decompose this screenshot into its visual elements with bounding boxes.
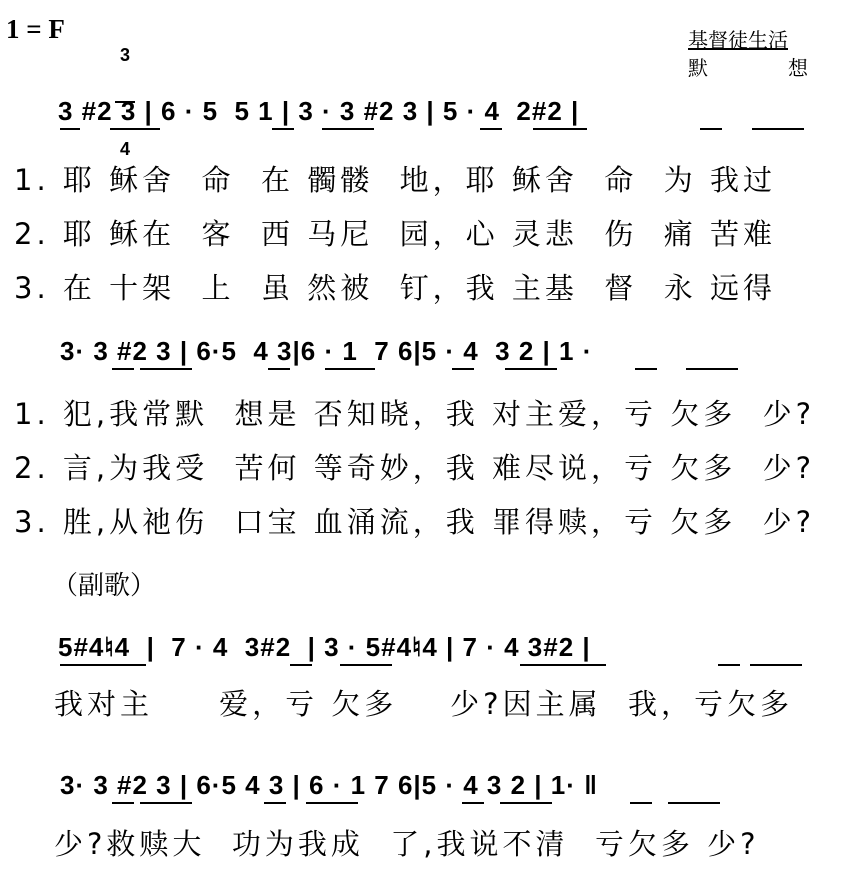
underline [290,664,312,666]
system4-notation: 3· 3 #2 3 | 6·5 4 3 | 6 · 1 7 6|5 · 4 3 2 | 1· ‖ [60,770,599,800]
time-signature [114,10,136,176]
time-signature-bottom: 4 [119,139,130,159]
underline [750,664,802,666]
key-signature: 1 = F [6,14,65,44]
chorus-heading: （副歌） [52,571,157,601]
underline [340,664,392,666]
underline [452,368,474,370]
system3-lyrics: 我对主 爱，亏 欠多 少?因主属 我，亏欠多 [54,687,794,721]
system2-verse-1: 1. 犯,我常默 想是 否知晓，我 对主爱，亏 欠多 少? [14,397,816,431]
underline [306,802,358,804]
system1-verse-2: 2. 耶 稣在 客 西 马尼 园，心 灵悲 伤 痛 苦难 [14,217,776,251]
source-credit: 基督徒生活 [688,28,788,52]
underline [533,128,587,130]
underline [264,802,286,804]
underline [110,128,160,130]
underline [60,664,146,666]
underline [272,128,294,130]
underline [630,802,652,804]
underline [635,368,657,370]
underline [668,802,720,804]
underline [325,368,375,370]
underline [505,368,557,370]
system1-notation: 3 #2 3 | 6 · 5 5 1 | 3 · 3 #2 3 | 5 · 4 2#2 | [58,96,580,126]
underline [60,128,80,130]
underline [480,128,502,130]
author-credit [688,52,808,81]
underline [140,368,192,370]
author-char-2: 想 [788,56,808,80]
system4-lyrics: 少?救赎大 功为我成 了,我说不清 亏欠多 少? [54,827,760,861]
underline [500,802,552,804]
underline [140,802,192,804]
system2-notation: 3· 3 #2 3 | 6·5 4 3|6 · 1 7 6|5 · 4 3 2 | 1 · [60,336,593,366]
time-signature-top: 3 [119,45,130,65]
system1-verse-3: 3. 在 十架 上 虽 然被 钉，我 主基 督 永 远得 [14,271,776,305]
system2-verse-2: 2. 言,为我受 苦何 等奇妙，我 难尽说，亏 欠多 少? [14,451,816,485]
system3-notation: 5#4♮4 | 7 · 4 3#2 | 3 · 5#4♮4 | 7 · 4 3#2 | [58,632,591,662]
underline [752,128,804,130]
underline [268,368,290,370]
underline [718,664,740,666]
underline [322,128,374,130]
underline [686,368,738,370]
author-char-1: 默 [688,56,708,80]
underline [112,802,134,804]
system1-verse-1: 1. 耶 稣舍 命 在 髑髅 地，耶 稣舍 命 为 我过 [14,163,776,197]
underline [112,368,134,370]
system2-verse-3: 3. 胜,从祂伤 口宝 血涌流，我 罪得赎，亏 欠多 少? [14,505,816,539]
underline [520,664,606,666]
underline [462,802,484,804]
underline [700,128,722,130]
